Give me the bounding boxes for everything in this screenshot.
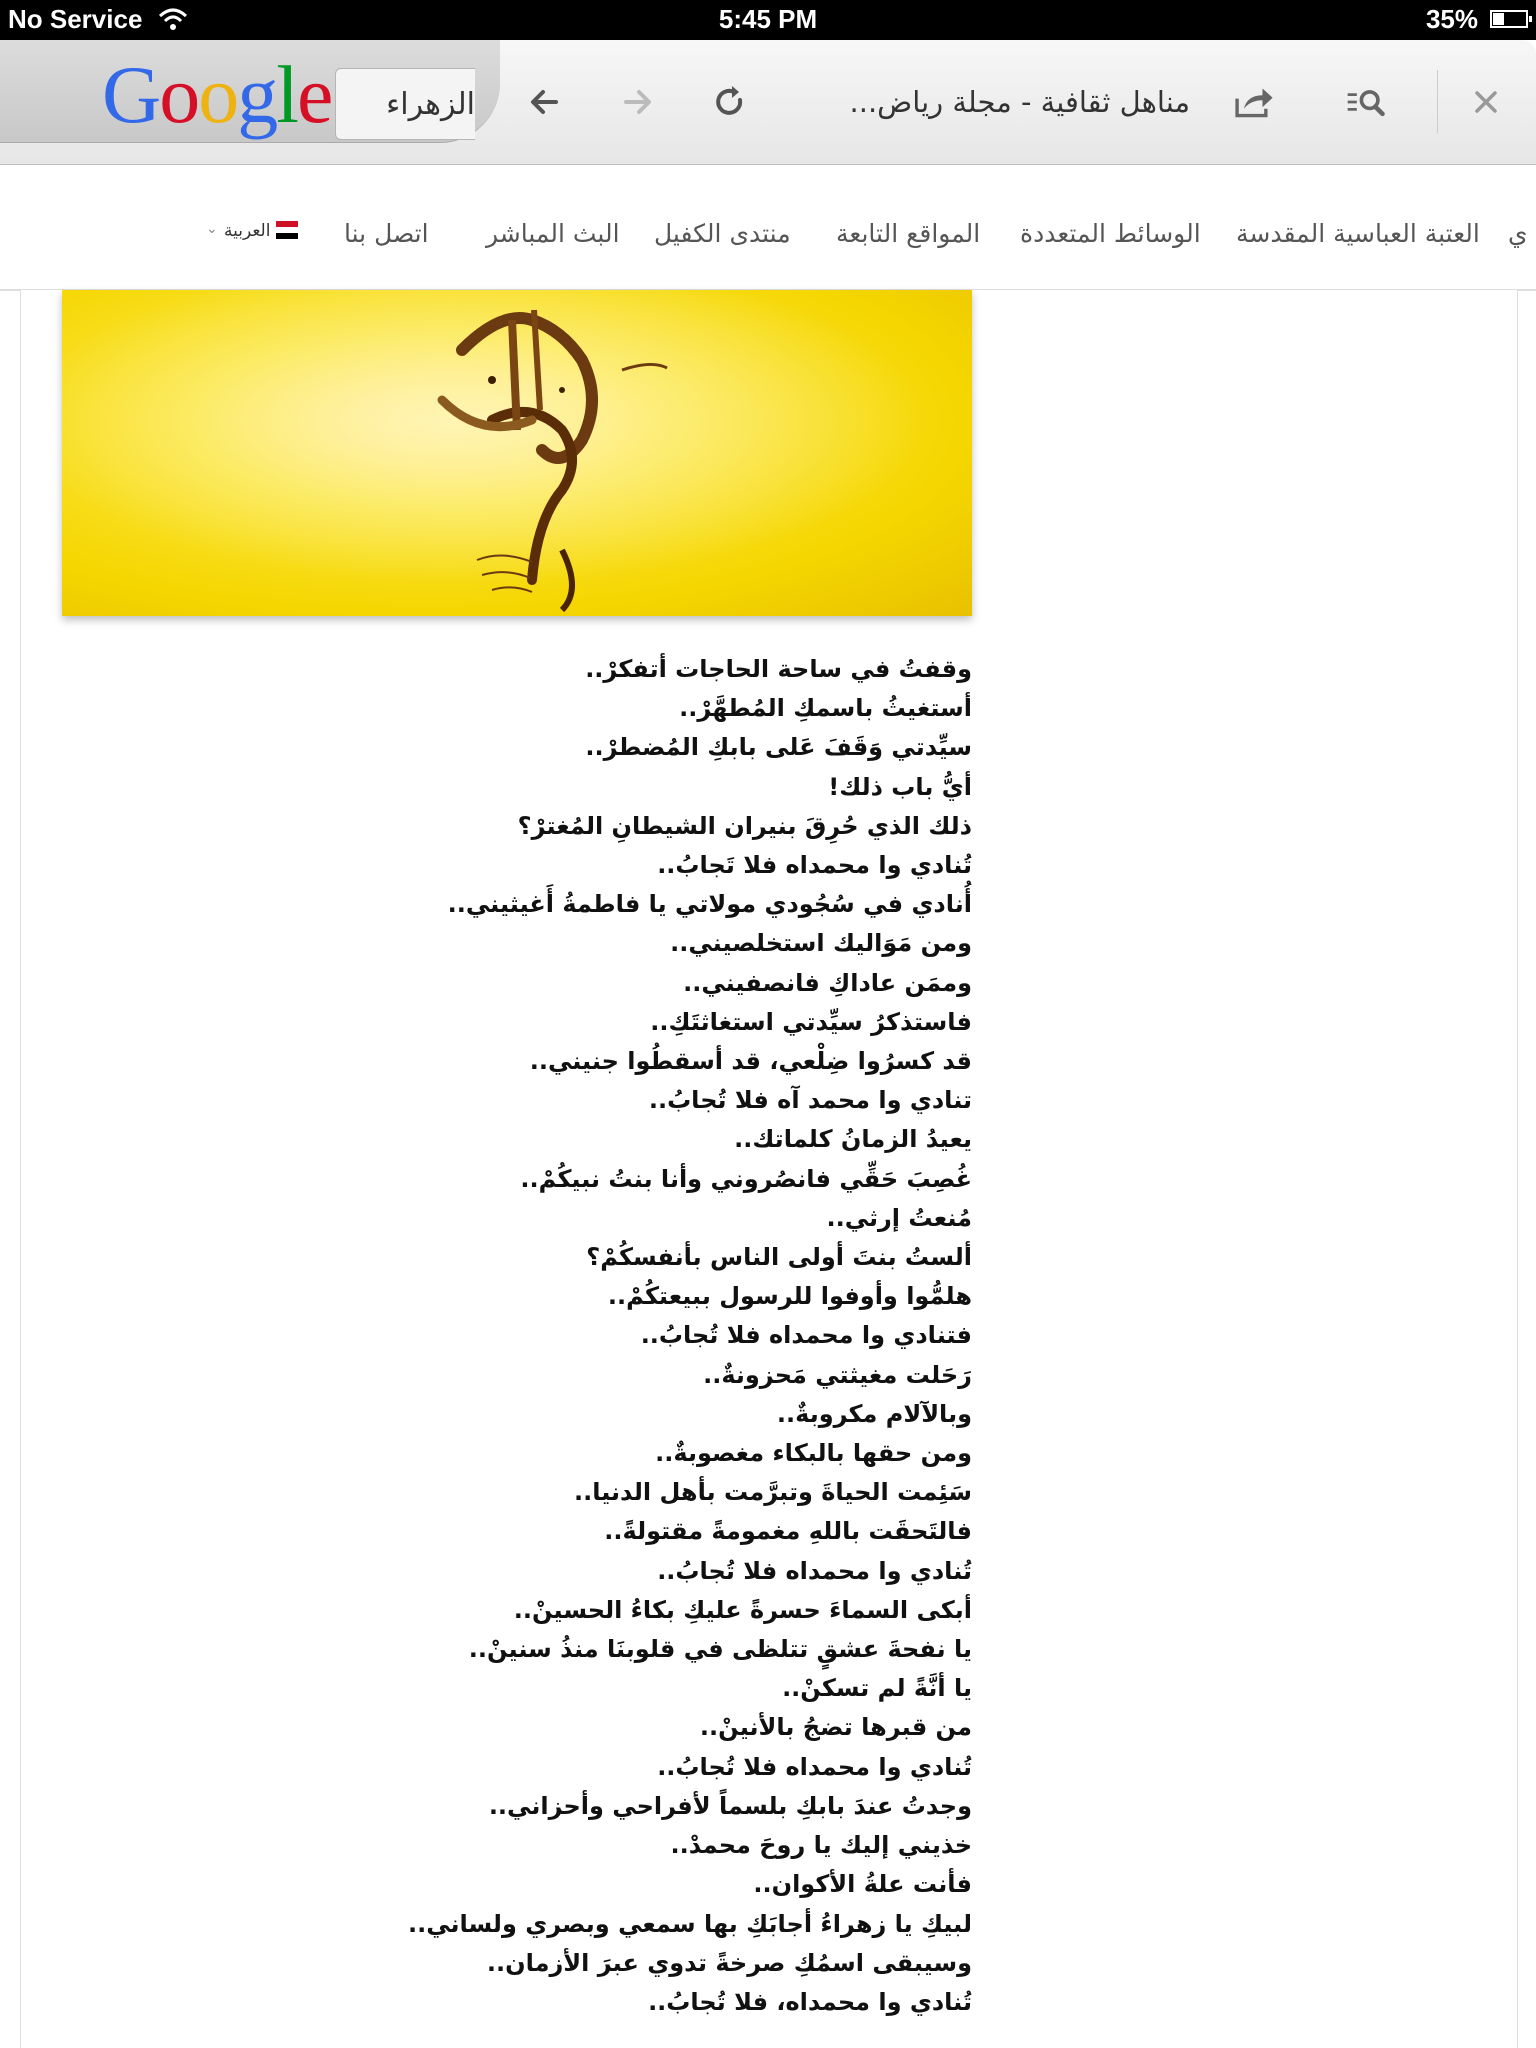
calligraphy-artwork xyxy=(62,290,972,616)
google-search-tab[interactable] xyxy=(0,40,500,143)
nav-item-kafeel-forum[interactable]: منتدى الكفيل xyxy=(654,219,791,248)
nav-item-multimedia[interactable]: الوسائط المتعددة xyxy=(1020,219,1201,248)
language-selector[interactable]: العربية xyxy=(224,221,271,241)
clock: 5:45 PM xyxy=(718,4,818,34)
poem-line: هلمُّوا وأوفوا للرسول ببيعتكُمْ.. xyxy=(607,1282,972,1311)
site-navigation xyxy=(0,165,1536,291)
poem-line: تُنادي وا محمداه فلا تَجابُ.. xyxy=(657,851,972,880)
poem-line: أُنادي في سُجُودي مولاتي يا فاطمةُ أَغيثيني.. xyxy=(447,890,972,919)
poem-line: يا نفحةَ عشقٍ تتلظى في قلوبنَا منذُ سنينْ.. xyxy=(468,1635,972,1664)
poem-line: تُنادي وا محمداه فلا تُجابُ.. xyxy=(657,1752,972,1781)
reload-icon[interactable] xyxy=(708,80,752,124)
poem-line: أبكى السماءَ حسرةً عليكِ بكاءُ الحسينْ.. xyxy=(513,1595,972,1624)
battery-level xyxy=(1493,13,1504,25)
page-title: مناهل ثقافية - مجلة رياض... xyxy=(849,85,1190,119)
poem-line: ذلك الذي حُرِقَ بنيران الشيطانِ المُغترْ؟ xyxy=(517,811,972,840)
poem-line: ألستُ بنتَ أولى الناس بأنفسكُمْ؟ xyxy=(586,1243,972,1272)
nav-item-live-broadcast[interactable]: البث المباشر xyxy=(486,219,620,248)
poem-line: قد كسرُوا ضِلْعي، قد أسقطُوا جنيني.. xyxy=(529,1047,972,1076)
poem-line: سَئِمت الحياةَ وتبرَّمت بأهل الدنيا.. xyxy=(574,1478,972,1507)
poem-line: وقفتُ في ساحة الحاجات أتفكرْ.. xyxy=(585,655,972,683)
google-logo: Google xyxy=(102,49,332,140)
poem-text xyxy=(300,650,972,2022)
poem-line: خذيني إليك يا روحَ محمدْ.. xyxy=(670,1831,972,1860)
poem-line: فالتَحقَت باللهِ مغمومةً مقتولةً.. xyxy=(604,1517,972,1546)
poem-line: لبيكِ يا زهراءُ أجابَكِ بها سمعي وبصري ولساني.. xyxy=(407,1909,972,1938)
carrier-label: No Service xyxy=(8,4,143,34)
poem-line: وجدتُ عندَ بابكِ بلسماً لأفراحي وأحزاني.. xyxy=(488,1791,972,1820)
poem-line: رَحَلت مغيثتي مَحزونةٌ.. xyxy=(703,1360,972,1389)
poem-line: تنادي وا محمد آه فلا تُجابُ.. xyxy=(648,1086,972,1115)
browser-toolbar xyxy=(0,40,1536,165)
poem-line: أيُّ باب ذلك! xyxy=(828,772,972,801)
article-banner-image xyxy=(62,290,972,616)
battery-percent: 35% xyxy=(1425,4,1478,34)
nav-item-cut[interactable]: ي xyxy=(1508,219,1528,248)
poem-line: غُصِبَ حَقِّي فانصُروني وأنا بنتُ نبيكُمْ.. xyxy=(520,1164,972,1193)
toolbar-divider xyxy=(1437,70,1438,134)
poem-line: يعيدُ الزمانُ كلماتك.. xyxy=(734,1125,972,1154)
poem-line: ومن مَوَاليك استخلصيني.. xyxy=(670,929,972,958)
poem-line: فتنادي وا محمداه فلا تُجابُ.. xyxy=(640,1321,972,1350)
poem-line: فاستذكرُ سيِّدتي استغاثتَكِ.. xyxy=(650,1007,972,1036)
poem-line: وممَن عاداكِ فانصفيني.. xyxy=(683,968,972,997)
status-bar xyxy=(0,0,1536,40)
share-icon[interactable] xyxy=(1232,80,1284,124)
poem-line: وسيبقى اسمُكِ صرخةً تدوي عبرَ الأزمان.. xyxy=(486,1948,972,1977)
nav-item-abbas-shrine[interactable]: العتبة العباسية المقدسة xyxy=(1236,219,1480,248)
poem-line: ومن حقها بالبكاء مغصوبةٌ.. xyxy=(655,1439,972,1468)
forward-arrow-icon[interactable] xyxy=(616,80,660,124)
nav-item-contact-us[interactable]: اتصل بنا xyxy=(344,219,429,248)
iraq-flag-icon xyxy=(276,221,298,239)
poem-line: مُنعتُ إرثي.. xyxy=(826,1203,972,1232)
back-arrow-icon[interactable] xyxy=(522,80,566,124)
poem-line: تُنادي وا محمداه فلا تُجابُ.. xyxy=(657,1556,972,1585)
poem-line: يا أنَّةً لم تسكنْ.. xyxy=(782,1674,972,1703)
search-input[interactable]: الزهراء xyxy=(335,68,475,140)
poem-line: سيِّدتي وَقَفَ عَلى بابكِ المُضطرْ.. xyxy=(585,733,972,762)
nav-item-affiliated-sites[interactable]: المواقع التابعة xyxy=(836,219,981,248)
poem-line: تُنادي وا محمداه، فلا تُجابُ.. xyxy=(648,1987,972,2016)
search-page-icon[interactable] xyxy=(1344,80,1392,124)
poem-line: من قبرها تضجُ بالأنينْ.. xyxy=(699,1713,972,1742)
poem-line: أستغيثُ باسمكِ المُطهَّرْ.. xyxy=(679,694,972,723)
poem-line: وبالآلام مكروبةٌ.. xyxy=(776,1399,972,1428)
chevron-down-icon[interactable]: ⌄ xyxy=(206,221,218,237)
battery-icon xyxy=(1490,10,1528,28)
close-icon[interactable] xyxy=(1464,80,1508,124)
poem-line: فأنت علةُ الأكوان.. xyxy=(753,1870,972,1899)
